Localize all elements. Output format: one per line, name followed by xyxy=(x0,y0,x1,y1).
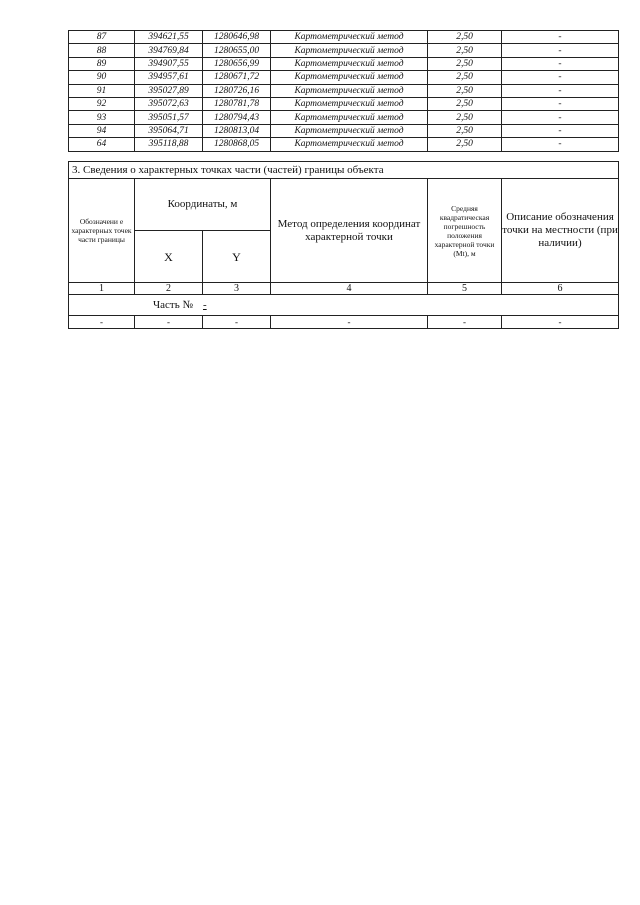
y-coordinate-cell: 1280671,72 xyxy=(203,71,271,84)
x-coordinate-cell: 394907,55 xyxy=(135,57,203,70)
x-coordinate-cell: 395118,88 xyxy=(135,138,203,151)
part-row xyxy=(69,295,619,316)
description-cell: - xyxy=(502,31,619,44)
empty-cell: - xyxy=(428,316,502,329)
description-cell: - xyxy=(502,57,619,70)
section-table xyxy=(68,161,619,329)
accuracy-cell: 2,50 xyxy=(428,44,502,57)
point-number-cell: 88 xyxy=(69,44,135,57)
column-number-cell: 6 xyxy=(502,283,619,295)
x-coordinate-cell: 395072,63 xyxy=(135,97,203,110)
empty-cell: - xyxy=(135,316,203,329)
x-coordinate-cell: 395027,89 xyxy=(135,84,203,97)
x-coordinate-cell: 395051,57 xyxy=(135,111,203,124)
table-row xyxy=(69,111,619,124)
x-coordinate-cell: 394769,84 xyxy=(135,44,203,57)
table-row xyxy=(69,57,619,70)
method-cell: Картометрический метод xyxy=(271,44,428,57)
y-coordinate-cell: 1280781,78 xyxy=(203,97,271,110)
header-x: X xyxy=(135,231,203,283)
description-cell: - xyxy=(502,97,619,110)
y-coordinate-cell: 1280655,00 xyxy=(203,44,271,57)
empty-cell: - xyxy=(502,316,619,329)
header-accuracy: Средняя квадратическая погрешность положения характерной точки (Mt), м xyxy=(428,179,502,283)
description-cell: - xyxy=(502,84,619,97)
column-number-cell: 3 xyxy=(203,283,271,295)
table-row xyxy=(69,44,619,57)
empty-cell: - xyxy=(203,316,271,329)
method-cell: Картометрический метод xyxy=(271,71,428,84)
accuracy-cell: 2,50 xyxy=(428,57,502,70)
header-coordinates: Координаты, м xyxy=(135,179,271,231)
table-row xyxy=(69,97,619,110)
part-label: Часть № xyxy=(153,299,193,311)
column-number-cell: 2 xyxy=(135,283,203,295)
point-number-cell: 91 xyxy=(69,84,135,97)
description-cell: - xyxy=(502,44,619,57)
point-number-cell: 87 xyxy=(69,31,135,44)
point-number-cell: 92 xyxy=(69,97,135,110)
y-coordinate-cell: 1280868,05 xyxy=(203,138,271,151)
column-number-cell: 5 xyxy=(428,283,502,295)
column-number-cell: 4 xyxy=(271,283,428,295)
point-number-cell: 90 xyxy=(69,71,135,84)
table-row xyxy=(69,31,619,44)
accuracy-cell: 2,50 xyxy=(428,31,502,44)
point-number-cell: 89 xyxy=(69,57,135,70)
description-cell: - xyxy=(502,138,619,151)
points-table xyxy=(68,30,619,152)
accuracy-cell: 2,50 xyxy=(428,84,502,97)
empty-cell: - xyxy=(271,316,428,329)
description-cell: - xyxy=(502,124,619,137)
accuracy-cell: 2,50 xyxy=(428,138,502,151)
point-number-cell: 94 xyxy=(69,124,135,137)
y-coordinate-cell: 1280794,43 xyxy=(203,111,271,124)
accuracy-cell: 2,50 xyxy=(428,97,502,110)
header-description: Описание обозначения точки на местности (при наличии) xyxy=(502,179,619,283)
column-number-cell: 1 xyxy=(69,283,135,295)
header-designation: Обозначени е характерных точек части границы xyxy=(69,179,135,283)
accuracy-cell: 2,50 xyxy=(428,111,502,124)
x-coordinate-cell: 395064,71 xyxy=(135,124,203,137)
column-numbers-row xyxy=(69,283,619,295)
empty-row xyxy=(69,316,619,329)
point-number-cell: 93 xyxy=(69,111,135,124)
header-method: Метод определения координат характерной точки xyxy=(271,179,428,283)
x-coordinate-cell: 394621,55 xyxy=(135,31,203,44)
method-cell: Картометрический метод xyxy=(271,57,428,70)
empty-cell: - xyxy=(69,316,135,329)
method-cell: Картометрический метод xyxy=(271,31,428,44)
method-cell: Картометрический метод xyxy=(271,84,428,97)
point-number-cell: 64 xyxy=(69,138,135,151)
y-coordinate-cell: 1280646,98 xyxy=(203,31,271,44)
y-coordinate-cell: 1280656,99 xyxy=(203,57,271,70)
method-cell: Картометрический метод xyxy=(271,124,428,137)
x-coordinate-cell: 394957,61 xyxy=(135,71,203,84)
accuracy-cell: 2,50 xyxy=(428,71,502,84)
description-cell: - xyxy=(502,71,619,84)
method-cell: Картометрический метод xyxy=(271,111,428,124)
part-number: - xyxy=(202,299,207,311)
description-cell: - xyxy=(502,111,619,124)
section-title: 3. Сведения о характерных точках части (частей) границы объекта xyxy=(69,162,619,179)
method-cell: Картометрический метод xyxy=(271,97,428,110)
table-row xyxy=(69,124,619,137)
y-coordinate-cell: 1280813,04 xyxy=(203,124,271,137)
method-cell: Картометрический метод xyxy=(271,138,428,151)
header-y: Y xyxy=(203,231,271,283)
accuracy-cell: 2,50 xyxy=(428,124,502,137)
table-row xyxy=(69,84,619,97)
table-row xyxy=(69,71,619,84)
y-coordinate-cell: 1280726,16 xyxy=(203,84,271,97)
table-row xyxy=(69,138,619,151)
